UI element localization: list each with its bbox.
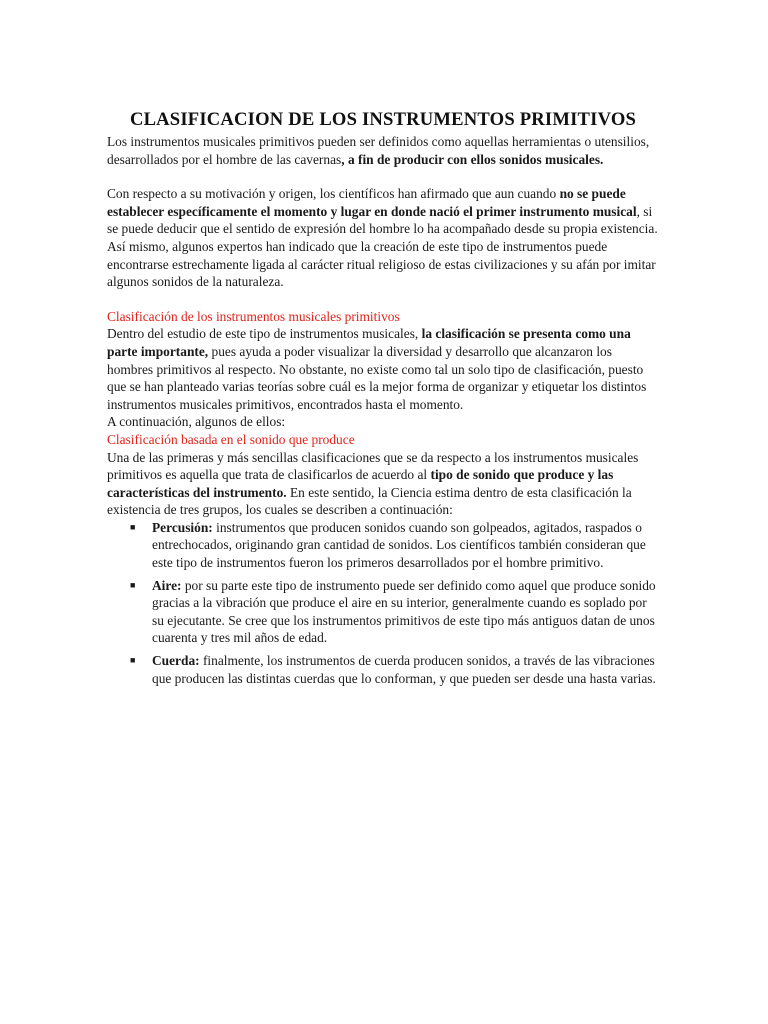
list-item-text: por su parte este tipo de instrumento puede ser definido como aquel que produce sonido gracias a la vibración que produce el aire en su interior, generalmente cuando es soplado por su ejecutante. Se cree que los instrumentos primitivos de este tipo más antiguos datan de unos cuarenta y tres mil años de edad. [152, 577, 656, 646]
origin-paragraph [107, 185, 659, 291]
origin-text-2: , si se puede deducir que el sentido de expresión del hombre lo ha acompañado desde su propia existencia. Así mismo, algunos expertos han indicado que la creación de este tipo de instrumentos puede encontrarse estrechamente ligada al carácter ritual religioso de estas civilizaciones y su afán por imitar algunos sonidos de la naturaleza. [107, 203, 658, 290]
list-item-text: finalmente, los instrumentos de cuerda producen sonidos, a través de las vibraciones que producen las distintas cuerdas que lo conforman, y que pueden ser desde una hasta varias. [152, 653, 656, 686]
square-bullet-icon: ■ [130, 655, 136, 666]
section1-bold: la clasificación se presenta como una parte importante, [107, 326, 631, 359]
section2-text-2: En este sentido, la Ciencia estima dentro de esta clasificación la existencia de tres grupos, los cuales se describen a continuación: [107, 484, 632, 518]
section2-heading: Clasificación basada en el sonido que produce [107, 431, 355, 447]
document-page [107, 108, 659, 692]
intro-bold: , a fin de producir con ellos sonidos musicales. [341, 151, 604, 167]
intro-text: Los instrumentos musicales primitivos pueden ser definidos como aquellas herramientas o utensilios, desarrollados por el hombre de las cavernas [107, 134, 650, 167]
section1-text-1: Dentro del estudio de este tipo de instrumentos musicales, [107, 326, 422, 342]
square-bullet-icon: ■ [130, 521, 136, 532]
section1-heading: Clasificación de los instrumentos musicales primitivos [107, 308, 400, 324]
section2-text-1: Una de las primeras y más sencillas clasificaciones que se da respecto a los instrumentos musicales primitivos es aquella que trata de clasificarlos de acuerdo al [107, 449, 639, 483]
continuation-line: A continuación, algunos de ellos: [107, 414, 286, 430]
list-item-aire [130, 577, 659, 652]
list-item-term: Aire: [152, 577, 182, 593]
list-item-term: Percusión: [152, 519, 213, 535]
list-item-term: Cuerda: [152, 653, 200, 669]
intro-paragraph [107, 133, 659, 168]
list-item-percusion [130, 519, 659, 577]
list-item-text: instrumentos que producen sonidos cuando son golpeados, agitados, raspados o entrechocados, originando gran cantidad de sonidos. Los científicos también consideran que este tipo de instrumentos fueron los primeros desarrollados por el hombre primitivo. [152, 519, 646, 571]
instrument-type-list [107, 519, 659, 692]
page-title: CLASIFICACION DE LOS INSTRUMENTOS PRIMITIVOS [129, 109, 637, 130]
section1-text-2: pues ayuda a poder visualizar la diversidad y desarrollo que alcanzaron los hombres primitivos al respecto. No obstante, no existe como tal un solo tipo de clasificación, puesto que se han planteado varias teorías sobre cuál es la mejor forma de organizar y etiquetar los distintos instrumentos musicales primitivos, encontrados hasta el momento. [107, 343, 647, 412]
origin-text-1: Con respecto a su motivación y origen, los científicos han afirmado que aun cuando [107, 186, 560, 202]
section1-paragraph [107, 325, 659, 413]
list-item-cuerda [130, 652, 659, 692]
square-bullet-icon: ■ [130, 579, 136, 590]
origin-bold: no se puede establecer específicamente el momento y lugar en donde nació el primer instrumento musical [107, 186, 637, 219]
section2-paragraph [107, 449, 659, 519]
section2-bold: tipo de sonido que produce y las características del instrumento. [107, 467, 614, 500]
